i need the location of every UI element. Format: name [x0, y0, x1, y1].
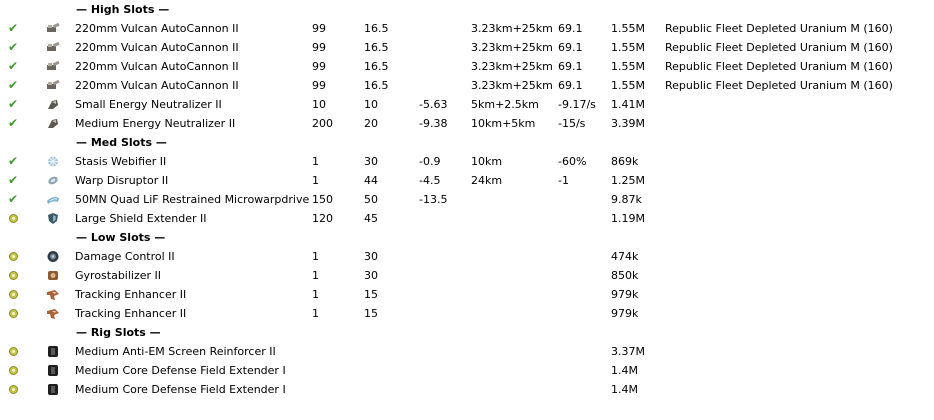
module-name: Damage Control II [75, 250, 175, 263]
module-price: 9.87k [611, 193, 642, 206]
module-state-active-icon[interactable]: ✔ [8, 97, 19, 111]
tracking-enhancer-icon [44, 285, 62, 304]
module-cpu: 30 [364, 269, 378, 282]
module-powergrid: 1 [312, 307, 319, 320]
module-state-active-icon[interactable]: ✔ [8, 40, 19, 54]
module-state-online-icon[interactable] [8, 361, 20, 380]
module-price: 1.25M [611, 174, 645, 187]
module-row[interactable] [0, 152, 934, 171]
module-price: 1.41M [611, 98, 645, 111]
module-price: 1.55M [611, 22, 645, 35]
module-range: 3.23km+25km [471, 22, 553, 35]
module-state-active-icon[interactable]: ✔ [8, 59, 19, 73]
module-charge: Republic Fleet Depleted Uranium M (160) [665, 41, 893, 54]
module-state-online-icon[interactable] [8, 304, 20, 323]
section-title: — Rig Slots — [76, 326, 161, 339]
module-row[interactable] [0, 76, 934, 95]
section-header-med-slots[interactable] [0, 133, 934, 152]
module-price: 474k [611, 250, 639, 263]
module-row[interactable] [0, 380, 934, 399]
tracking-enhancer-icon [44, 304, 62, 323]
module-name: Medium Core Defense Field Extender I [75, 364, 286, 377]
module-powergrid: 1 [312, 269, 319, 282]
module-charge: Republic Fleet Depleted Uranium M (160) [665, 22, 893, 35]
module-cpu: 16.5 [364, 79, 389, 92]
module-capacitor: -13.5 [419, 193, 448, 206]
module-name: 220mm Vulcan AutoCannon II [75, 79, 239, 92]
module-effect: -9.17/s [558, 98, 596, 111]
section-header-rig-slots[interactable] [0, 323, 934, 342]
section-title: — Med Slots — [76, 136, 167, 149]
module-powergrid: 1 [312, 174, 319, 187]
module-price: 1.4M [611, 383, 638, 396]
webifier-icon [44, 152, 62, 171]
module-range: 24km [471, 174, 503, 187]
module-name: Tracking Enhancer II [75, 307, 187, 320]
section-title: — High Slots — [76, 3, 170, 16]
module-cpu: 45 [364, 212, 378, 225]
module-state-online-icon[interactable] [8, 285, 20, 304]
module-name: 220mm Vulcan AutoCannon II [75, 22, 239, 35]
module-state-active-icon[interactable]: ✔ [8, 154, 19, 168]
module-price: 850k [611, 269, 639, 282]
module-price: 1.55M [611, 60, 645, 73]
module-row[interactable] [0, 171, 934, 190]
autocannon-icon [44, 76, 62, 95]
module-range: 3.23km+25km [471, 60, 553, 73]
module-row[interactable] [0, 95, 934, 114]
module-capacitor: -4.5 [419, 174, 441, 187]
module-state-active-icon[interactable]: ✔ [8, 192, 19, 206]
module-cpu: 10 [364, 98, 378, 111]
section-header-high-slots[interactable] [0, 0, 934, 19]
module-powergrid: 99 [312, 60, 326, 73]
module-name: Medium Energy Neutralizer II [75, 117, 236, 130]
warp-disruptor-icon [44, 171, 62, 190]
module-cpu: 16.5 [364, 60, 389, 73]
module-effect: -1 [558, 174, 569, 187]
module-effect: 69.1 [558, 41, 583, 54]
module-effect: 69.1 [558, 22, 583, 35]
module-cpu: 44 [364, 174, 378, 187]
autocannon-icon [44, 57, 62, 76]
module-range: 3.23km+25km [471, 41, 553, 54]
module-effect: -60% [558, 155, 587, 168]
module-row[interactable] [0, 361, 934, 380]
module-price: 1.19M [611, 212, 645, 225]
module-cpu: 30 [364, 155, 378, 168]
module-row[interactable] [0, 304, 934, 323]
module-name: Gyrostabilizer II [75, 269, 162, 282]
module-row[interactable] [0, 342, 934, 361]
module-cpu: 50 [364, 193, 378, 206]
module-range: 3.23km+25km [471, 79, 553, 92]
module-powergrid: 1 [312, 288, 319, 301]
module-row[interactable] [0, 247, 934, 266]
module-price: 3.39M [611, 117, 645, 130]
module-powergrid: 99 [312, 41, 326, 54]
module-cpu: 20 [364, 117, 378, 130]
module-powergrid: 10 [312, 98, 326, 111]
module-row[interactable] [0, 190, 934, 209]
module-price: 979k [611, 288, 639, 301]
module-cpu: 15 [364, 307, 378, 320]
module-name: 50MN Quad LiF Restrained Microwarpdrive [75, 193, 310, 206]
module-capacitor: -0.9 [419, 155, 441, 168]
autocannon-icon [44, 19, 62, 38]
damage-control-icon [44, 247, 62, 266]
module-range: 10km [471, 155, 503, 168]
module-effect: 69.1 [558, 60, 583, 73]
module-name: Stasis Webifier II [75, 155, 167, 168]
module-price: 869k [611, 155, 639, 168]
module-name: Warp Disruptor II [75, 174, 169, 187]
module-state-online-icon[interactable] [8, 380, 20, 399]
module-state-active-icon[interactable]: ✔ [8, 173, 19, 187]
module-row[interactable] [0, 266, 934, 285]
section-header-low-slots[interactable] [0, 228, 934, 247]
module-state-online-icon[interactable] [8, 247, 20, 266]
module-price: 1.55M [611, 41, 645, 54]
module-row[interactable] [0, 285, 934, 304]
module-row[interactable] [0, 209, 934, 228]
module-row[interactable] [0, 38, 934, 57]
rig-icon [44, 342, 62, 361]
module-name: Large Shield Extender II [75, 212, 207, 225]
module-state-active-icon[interactable]: ✔ [8, 78, 19, 92]
module-price: 1.55M [611, 79, 645, 92]
module-price: 3.37M [611, 345, 645, 358]
rig-icon [44, 380, 62, 399]
module-cpu: 15 [364, 288, 378, 301]
module-price: 1.4M [611, 364, 638, 377]
module-price: 979k [611, 307, 639, 320]
module-state-online-icon[interactable] [8, 209, 20, 228]
module-powergrid: 99 [312, 22, 326, 35]
module-state-online-icon[interactable] [8, 266, 20, 285]
module-name: Small Energy Neutralizer II [75, 98, 222, 111]
rig-icon [44, 361, 62, 380]
neutralizer-icon [44, 114, 62, 133]
module-name: Medium Anti-EM Screen Reinforcer II [75, 345, 276, 358]
module-name: 220mm Vulcan AutoCannon II [75, 41, 239, 54]
module-cpu: 16.5 [364, 41, 389, 54]
module-state-active-icon[interactable]: ✔ [8, 116, 19, 130]
neutralizer-icon [44, 95, 62, 114]
module-name: Medium Core Defense Field Extender I [75, 383, 286, 396]
module-powergrid: 1 [312, 155, 319, 168]
autocannon-icon [44, 38, 62, 57]
shield-extender-icon [44, 209, 62, 228]
module-effect: 69.1 [558, 79, 583, 92]
module-state-active-icon[interactable]: ✔ [8, 21, 19, 35]
module-cpu: 16.5 [364, 22, 389, 35]
module-cpu: 30 [364, 250, 378, 263]
section-title: — Low Slots — [76, 231, 166, 244]
module-powergrid: 99 [312, 79, 326, 92]
module-powergrid: 1 [312, 250, 319, 263]
module-row[interactable] [0, 19, 934, 38]
module-name: 220mm Vulcan AutoCannon II [75, 60, 239, 73]
module-capacitor: -5.63 [419, 98, 448, 111]
module-name: Tracking Enhancer II [75, 288, 187, 301]
module-charge: Republic Fleet Depleted Uranium M (160) [665, 79, 893, 92]
module-capacitor: -9.38 [419, 117, 448, 130]
module-effect: -15/s [558, 117, 586, 130]
module-range: 5km+2.5km [471, 98, 539, 111]
microwarpdrive-icon [44, 190, 62, 209]
module-charge: Republic Fleet Depleted Uranium M (160) [665, 60, 893, 73]
module-row[interactable] [0, 57, 934, 76]
module-powergrid: 200 [312, 117, 333, 130]
module-powergrid: 150 [312, 193, 333, 206]
module-state-online-icon[interactable] [8, 342, 20, 361]
gyrostabilizer-icon [44, 266, 62, 285]
module-row[interactable] [0, 114, 934, 133]
module-range: 10km+5km [471, 117, 536, 130]
module-powergrid: 120 [312, 212, 333, 225]
